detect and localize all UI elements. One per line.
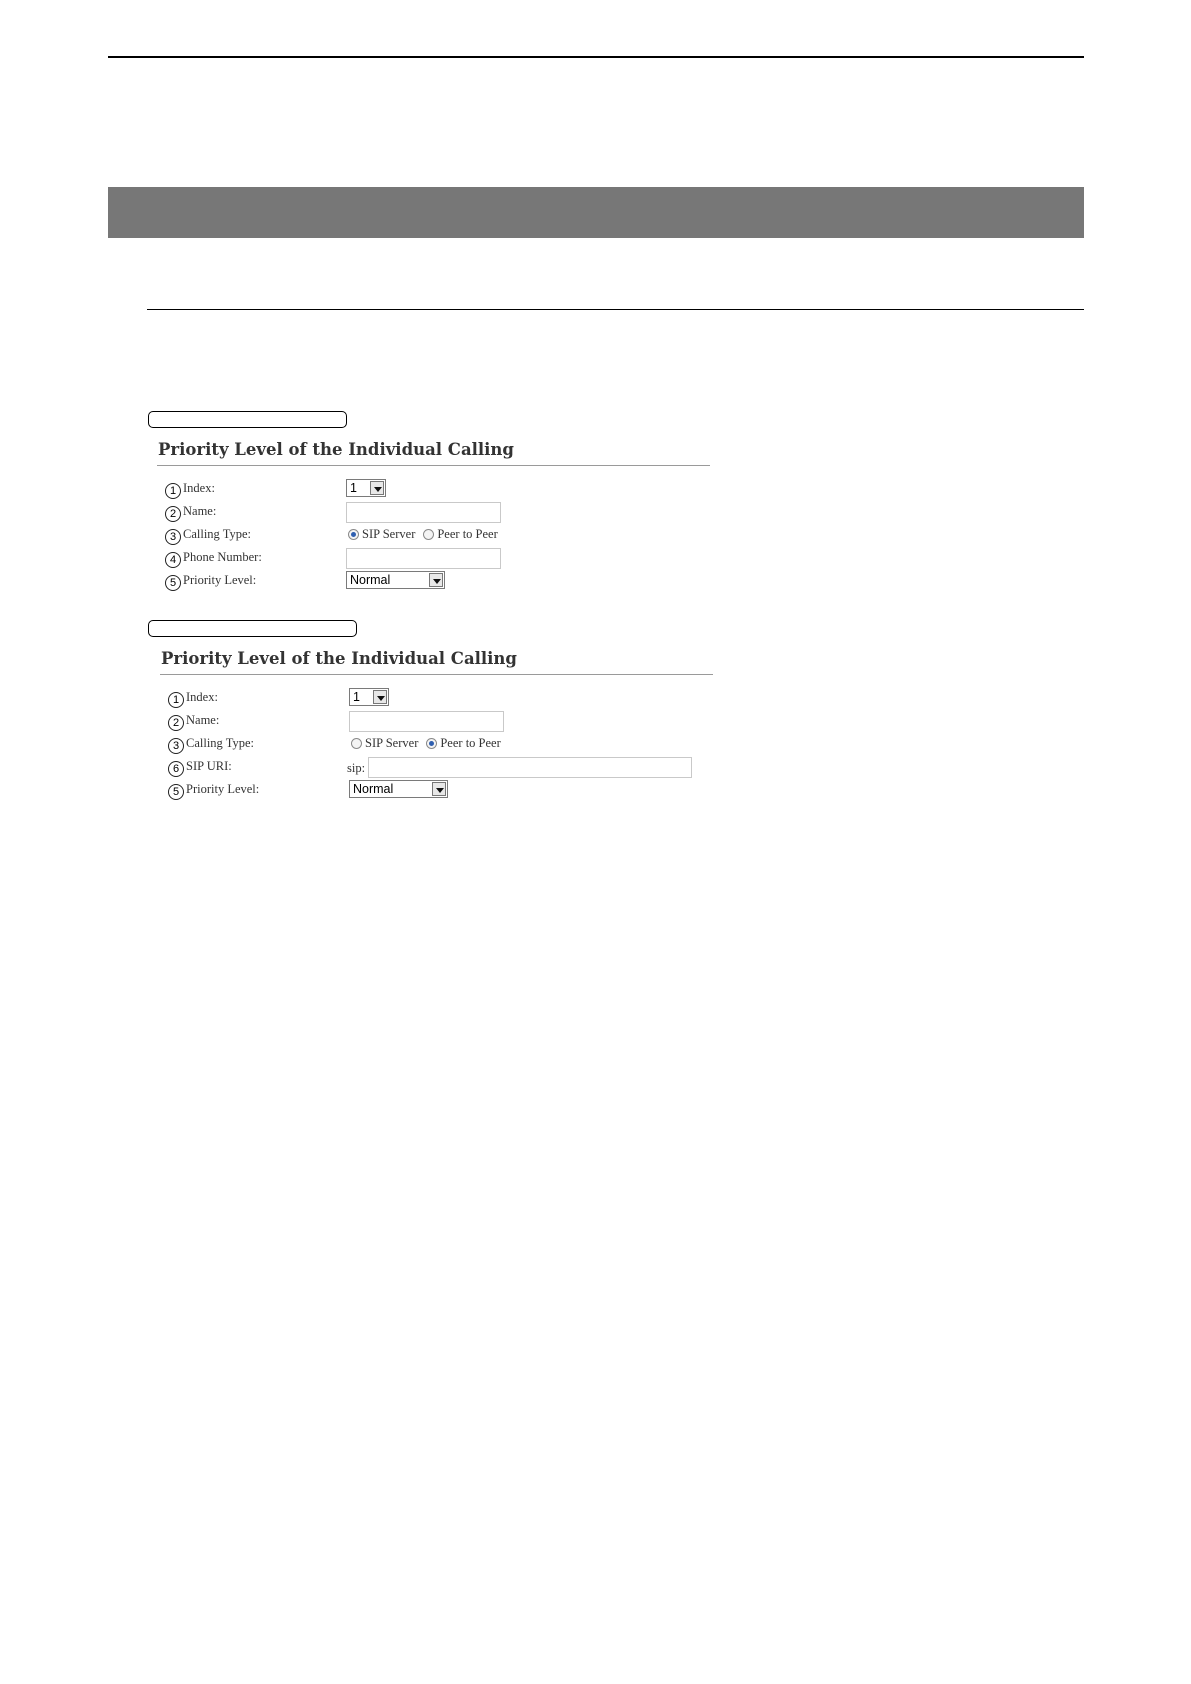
section-header-band — [108, 187, 1084, 238]
radio-peer-to-peer-label[interactable]: Peer to Peer — [440, 736, 501, 750]
panel-title: Priority Level of the Individual Calling — [158, 440, 514, 459]
phone-number-label: Phone Number: — [183, 550, 262, 564]
row-sip-uri — [160, 756, 715, 779]
index-select[interactable]: 1 — [346, 479, 386, 497]
index-label: Index: — [186, 690, 218, 704]
index-label: Index: — [183, 481, 215, 495]
panel-title: Priority Level of the Individual Calling — [161, 649, 517, 668]
sip-uri-input[interactable] — [368, 757, 692, 778]
callout-label-box-peer-to-peer — [148, 620, 357, 637]
row-priority-level — [160, 779, 715, 802]
number-marker: 2 — [165, 506, 181, 522]
row-phone-number — [157, 547, 712, 570]
priority-level-select[interactable]: Normal — [349, 780, 448, 798]
row-name — [160, 710, 715, 733]
calling-type-label: Calling Type: — [183, 527, 251, 541]
row-calling-type — [160, 733, 715, 756]
radio-sip-server[interactable] — [348, 529, 359, 540]
number-marker: 2 — [168, 715, 184, 731]
radio-peer-to-peer-label[interactable]: Peer to Peer — [437, 527, 498, 541]
row-calling-type — [157, 524, 712, 547]
chevron-down-icon[interactable] — [373, 690, 387, 704]
row-index — [157, 478, 712, 501]
phone-number-input[interactable] — [346, 548, 501, 569]
priority-panel-sip-server — [157, 438, 712, 593]
calling-type-radio-group — [349, 736, 501, 751]
priority-panel-peer-to-peer — [160, 647, 715, 802]
number-marker: 4 — [165, 552, 181, 568]
radio-peer-to-peer[interactable] — [423, 529, 434, 540]
number-marker: 3 — [165, 529, 181, 545]
radio-peer-to-peer[interactable] — [426, 738, 437, 749]
chevron-down-icon[interactable] — [370, 481, 384, 495]
priority-level-select[interactable]: Normal — [346, 571, 445, 589]
number-marker: 1 — [168, 692, 184, 708]
priority-level-label: Priority Level: — [183, 573, 257, 587]
name-label: Name: — [186, 713, 220, 727]
priority-level-label: Priority Level: — [186, 782, 260, 796]
radio-sip-server-label[interactable]: SIP Server — [365, 736, 419, 750]
number-marker: 5 — [165, 575, 181, 591]
chevron-down-icon[interactable] — [432, 782, 446, 796]
index-select[interactable]: 1 — [349, 688, 389, 706]
name-label: Name: — [183, 504, 217, 518]
row-name — [157, 501, 712, 524]
row-index — [160, 687, 715, 710]
chevron-down-icon[interactable] — [429, 573, 443, 587]
radio-sip-server[interactable] — [351, 738, 362, 749]
sip-prefix: sip: — [347, 761, 366, 775]
number-marker: 1 — [165, 483, 181, 499]
radio-sip-server-label[interactable]: SIP Server — [362, 527, 416, 541]
name-input[interactable] — [346, 502, 501, 523]
row-priority-level — [157, 570, 712, 593]
name-input[interactable] — [349, 711, 504, 732]
subsection-rule — [147, 309, 1084, 310]
calling-type-radio-group — [346, 527, 498, 542]
number-marker: 3 — [168, 738, 184, 754]
number-marker: 5 — [168, 784, 184, 800]
calling-type-label: Calling Type: — [186, 736, 254, 750]
panel-title-rule — [157, 465, 710, 466]
panel-title-rule — [160, 674, 713, 675]
number-marker: 6 — [168, 761, 184, 777]
callout-label-box-sip-server — [148, 411, 347, 428]
top-rule — [108, 56, 1084, 58]
sip-uri-label: SIP URI: — [186, 759, 232, 773]
